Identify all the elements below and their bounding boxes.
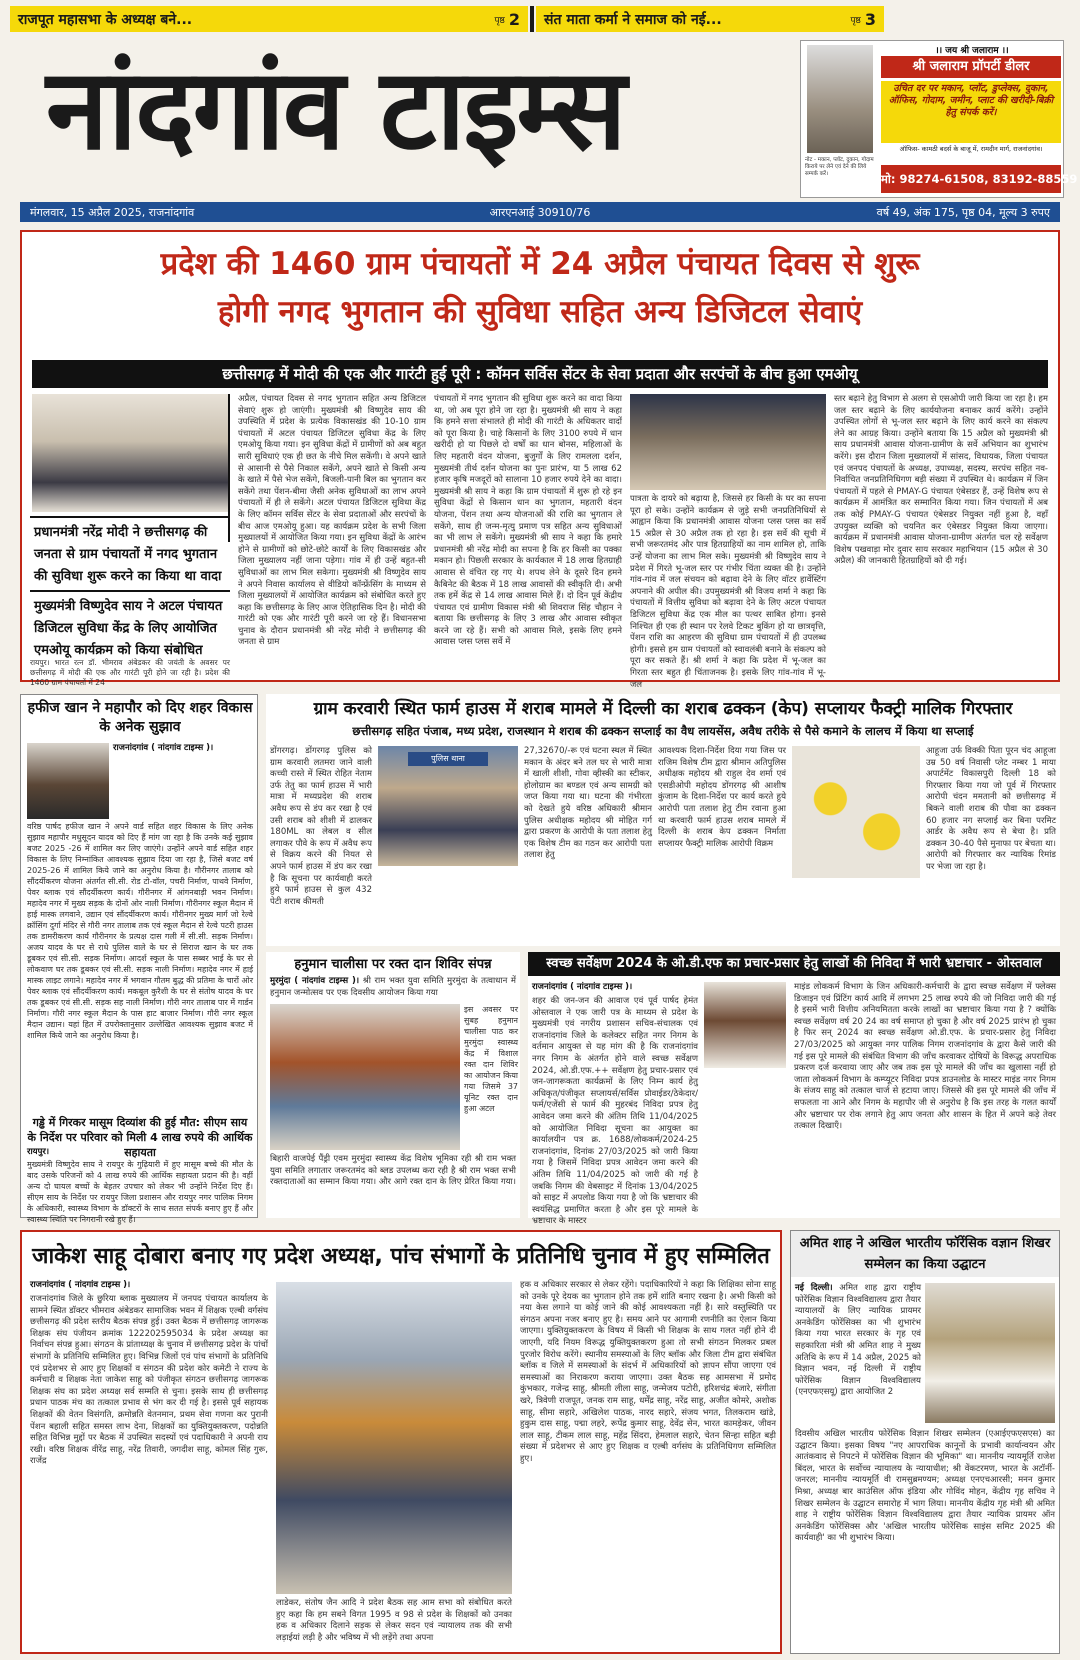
ad-services: उचित दर पर मकान, प्लॉट, डुप्लेक्स, दुकान, ऑफिस, गोदाम, जमीन, प्लाट की खरीदी-बिक्री हेतु संपर्क करें। [881, 81, 1061, 143]
story-headline: हफीज खान ने महापौर को दिए शहर विकास के अनेक सुझाव [27, 700, 253, 735]
swachh-column-1: शहर की जन-जन की आवाज एवं पूर्व पार्षद हेमंत ओस्तवाल ने एक जारी पत्र के माध्यम से प्रदेश के मुख्यमंत्री एवं नगरीय प्रशासन सचिव-संचालक एवं राजनांदगांव जिले के कलेक्टर सहित नगर निगम के वर्तमान आयुक्त से यह मांग की है कि राजनांदगांव नगर निगम के अंतर्गत होने वाले स्वच्छ सर्वेक्षण 2024, ओ.डी.एफ.++ सर्वेक्षण हेतु प्रचार-प्रसार एवं जन-जागरूकता कार्यक्रमों के लिए निम्न कार्य हेतु अधिकृत/पंजीकृत सप्लायर्स/सर्विस प्रोवाईडर/ठेकेदार/फर्म/एजेंसी से फार्म की मुहरबंद निविदा प्रपत्र हेतु आवेदन जमा करने की अंतिम तिथि 11/04/2025 को आयोजित निविदा सूचना का आयुक्त का कार्यालयीन पत्र क्र. 1688/लोककर्म/2024-25 राजनांदगांव, दिनांक 27/03/2025 को जारी किया गया है जिसमें निविदा प्रपत्र आवेदन जमा करने की अंतिम तिथि 11/04/2025 को जारी की गई है जबकि निगम की वेबसाइट में दिनांक 13/04/2025 को साइट में अपलोड किया गया है जो कि भ्रष्टाचार की स्वयंसिद्ध प्रमाणित करता है और इस पूरे मामले के भ्रष्टाचार के मास्टर [532, 996, 698, 1227]
lead-column-1: अप्रैल, पंचायत दिवस से नगद भुगतान सहित अन्य डिजिटल सेवाएं शुरू हो जाएंगी। मुख्यमंत्री श्री विष्णुदेव साय की उपस्थिति में प्रदेश के प्रत्येक विकासखंड की 10-10 ग्राम पंचायतों में अटल पंचायत डिजिटल सुविधा केंद्र के लिए एमओयू किया गया। इन सुविधा केंद्रों में ग्रामीणों को अब बहुत सारी सुविधाएं एक ही छत के नीचे मिल सकेंगी। वे अपने खाते से आसानी से पैसे निकाल सकेंगे, अपने खाते से किसी अन्य के खाते में पैसे भेज सकेंगे, बिजली-पानी बिल का भुगतान कर सकेंगे तथा पेंशन-बीमा जैसी अनेक सुविधाओं का लाभ अपने पंचायतों में ही ले सकेंगे। अटल पंचायत डिजिटल सुविधा केंद्र के लिए कॉमन सर्विस सेंटर के सेवा प्रदाताओं और सरपंचों के बीच आज एमओयू हुआ। यह कार्यक्रम प्रदेश के सभी जिला मुख्यालयों में आयोजित किया गया। इन सुविधा केंद्रों के आरंभ होने से ग्रामीणों को छोटे-छोटे कार्यों के लिए विकासखंड और जिला मुख्यालय नहीं जाना पड़ेगा। गांव में ही उन्हें बहुत-सी सुविधाओं का लाभ मिल सकेगा। मुख्यमंत्री श्री विष्णुदेव साय ने अपने निवास कार्यालय से वीडियो कॉन्फ्रेंसिंग के माध्यम से जिला मुख्यालयों में आयोजित कार्यक्रम को संबोधित करते हुए कहा कि छत्तीसगढ़ के लिए आज ऐतिहासिक दिन है। मोदी की गारंटी को एक और गारंटी पूरी करने जा रहे हैं। विधानसभा चुनाव के दौरान प्रधानमंत्री श्री नरेंद्र मोदी ने छत्तीसगढ़ की जनता से ग्राम [238, 394, 426, 648]
ad-phone[interactable]: मो: 98274-61508, 83192-88559 [881, 165, 1061, 193]
blood-body-3: बिहारी वाजपेई पैंड्री एवम मुरमुंदा स्वास्थ्य केंद्र विशेष भूमिका रही श्री राम भक्त युवा समिति लगातार जरूरतमंद को ब्लड उपलब्ध करा रही है श्री राम भक्त सभी रक्तदाताओं का सम्मान किया गया। और आगे रक्त दान के लिए प्रेरित किया गया। [270, 1154, 516, 1188]
story-dateline: नई दिल्ली। [795, 1283, 833, 1293]
liquor-cap-story [266, 694, 1060, 946]
ostwal-photo [704, 982, 786, 1068]
lead-column-4: स्तर बढ़ाने हेतु विभाग से अलग से एसओपी जारी किया जा रहा है। हम जल स्तर बढ़ाने के लिए कार्ययोजना बनाकर कार्य करेंगे। उन्होंने उपस्थित लोगों से भू-जल स्तर बढ़ाने के लिए कार्य करने का संकल्प लेने का आग्रह किया। उन्होंने बताया कि 15 अप्रैल को मुख्यमंत्री श्री साय प्रधानमंत्री आवास योजना-ग्रामीण के सर्वे अभियान का शुभारंभ करेंगे। इस दौरान जिला मुख्यालयों में सांसद, विधायक, जिला पंचायत एवं जनपद पंचायतों के अध्यक्ष, उपाध्यक्ष, सदस्य, सरपंच सहित नव-निर्वाचित जनप्रतिनिधिगण बड़ी संख्या में उपस्थित थे। कार्यक्रम में जिन पंचायतों में पहले से PMAY-G पंचायत एंबेसडर हैं, उन्हें विशेष रूप से कार्यक्रम में आमंत्रित कर सम्मानित किया गया। जिन पंचायतों में अब तक कोई PMAY-G पंचायत एंबेसडर नियुक्त नहीं हुआ है, वहाँ उपयुक्त व्यक्ति को चयनित कर एंबेसडर नियुक्त किया जाएगा। कार्यक्रम में प्रधानमंत्री आवास योजना-ग्रामीण अंतर्गत चल रहे सर्वेक्षण विशेष पखवाड़ा मोर दुवार साय सरकार महाभियान (15 अप्रैल से 30 अप्रैल) की जानकारी हितग्राहियों को दी गई। [834, 394, 1048, 567]
ad-tagline: ।। जय श्री जलाराम ।। [935, 46, 1009, 56]
lead-story [20, 230, 1060, 690]
story-headline: स्वच्छ सर्वेक्षण 2024 के ओ.डी.एफ का प्रचार-प्रसार हेतु लाखों की निविदा में भारी भ्रष्टाचार - ओस्तवाल [528, 952, 1060, 976]
rni-number: आरएनआई 30910/76 [489, 205, 591, 219]
story-headline: हनुमान चालीसा पर रक्त दान शिविर संपन्न [294, 957, 492, 972]
page-number: 3 [864, 9, 876, 29]
forensic-summit-story [790, 1230, 1060, 1654]
pull-quote-2: मुख्यमंत्री विष्णुदेव साय ने अटल पंचायत डिजिटल सुविधा केंद्र के लिए आयोजित एमओयू कार्यक्रम को किया संबोधित [30, 590, 230, 656]
teaser-text: राजपूत महासभा के अध्यक्ष बने... [18, 11, 193, 28]
shah-body-1: अमित शाह द्वारा राष्ट्रीय फोरेंसिक विज्ञान विश्वविद्यालय द्वारा तैयार न्यायालयों के लिए न्यायिक प्रायमर अनकेडिंग फोरेंसिक्स का भी शुभारंभ किया गया भारत सरकार के गृह एवं सहकारिता मंत्री श्री अमित शाह ने मुख्य अतिथि के रूप में 14 अप्रैल, 2025 को विज्ञान भवन, नई दिल्ली में राष्ट्रीय फोरेंसिक विज्ञान विश्वविद्यालय (एनएफएसयू) द्वारा आयोजित 2 [795, 1283, 922, 1398]
crime-column-3: आवश्यक दिशा-निर्देश दिया गया जिस पर राजिम विशेष टीम द्वारा श्रीमान अतिपुलिस अधीक्षक महोदय श्री राहुल देव शर्मा एवं एसडीओपी महोदय डोंगरगढ़ श्री आशीष कुंजाम के दिशा-निर्देश पर कार्य करते हुये आरोपी पता तलाश हेतु टीम रवाना हुआ था करवारी फार्म हाउस शराब मामले में दिल्ली के शराब केप ढक्कन निर्माता सप्लायर फैक्ट्री मालिक आरोपी विक्रम [658, 746, 786, 849]
issue-info: वर्ष 49, अंक 175, पृष्ठ 04, मूल्य 3 रुपए [876, 205, 1050, 219]
story-headline: ग्राम करवारी स्थित फार्म हाउस में शराब मामले में दिल्ली का शराब ढक्कन (केप) सप्लायर फैक्ट्री मालिक गिरफ्तार [313, 699, 1013, 719]
lead-headline-line-2: होगी नगद भुगतान की सुविधा सहित अन्य डिजिटल सेवाएं [217, 294, 863, 330]
issue-date: मंगलवार, 15 अप्रैल 2025, राजनांदगांव [30, 205, 195, 219]
story-dateline: राजनांदगांव ( नांदगांव टाइम्स )। [113, 743, 214, 753]
teacher-column-2: लाडेकर, संतोष जैन आदि ने प्रदेश बैठक सह आम सभा को संबोधित करते हुए कहा कि हम सबने विगत 1995 व 98 से प्रदेश के शिक्षकों को उनका हक व अधिकार दिलाने सड़क से लेकर सदन एवं न्यायालय तक की सभी लड़ाईयां लड़ी है और भविष्य में भी लड़ेंगे तथा अपना [276, 1598, 512, 1643]
lead-strap: छत्तीसगढ़ में मोदी की एक और गारंटी हुई पूरी : कॉमन सर्विस सेंटर के सेवा प्रदाता और सरपंचों के बीच हुआ एमओयू [32, 360, 1048, 388]
blood-body-1: श्री राम भक्त युवा समिति मुरमुंदा के तत्वाधान में हनुमान जन्मोत्सव पर एक दिवसीय आयोजन किया गया [270, 976, 517, 998]
story-subhead: छत्तीसगढ़ सहित पंजाब, मध्य प्रदेश, राजस्थान मे शराब की ढक्कन सप्लाई का वैध लायसेंस, अवैध तरीके से पैसे कमाने के लालच में किया था सप्लाई [352, 724, 974, 738]
masthead-title: नांदगांव टाइम्स [46, 44, 625, 175]
lead-column-3: पात्रता के दायरे को बढ़ाया है, जिससे हर किसी के घर का सपना पूरा हो सके। उन्होंने कार्यक्रम से जुड़े सभी जनप्रतिनिधियों से आह्वान किया कि प्रधानमंत्री आवास योजना प्लस प्लस का सर्वे 15 अप्रैल से 30 अप्रैल तक हो रहा है। इस सर्वे की सूची में सभी जरूरतमंद और पात्र हितग्राहियों का नाम शामिल हो, ताकि उन्हें योजना का लाभ मिल सके। मुख्यमंत्री श्री विष्णुदेव साय ने प्रदेश में गिरते भू-जल स्तर पर गंभीर चिंता व्यक्त की है। उन्होंने गांव-गांव में जल संचयन को बढ़ावा देने के लिए वॉटर हार्वेस्टिंग अपनाने की अपील की। उपमुख्यमंत्री श्री विजय शर्मा ने कहा कि पंचायतों में वित्तीय सुविधा को बढ़ावा देने के लिए अटल पंचायत डिजिटल सुविधा केंद्र एक मील का पत्थर साबित होगा। इनसे निश्चित ही एक ही स्थान पर रेलवे टिकट बुकिंग हो या छात्रवृत्ति, पेंशन राशि का आहरण की सुविधा ग्राम पंचायतों में ही उपलब्ध होगी। इससे हम ग्राम पंचायतों को स्वावलंबी बनाने के संकल्प को पूरा कर सकते हैं। श्री शर्मा ने कहा कि प्रदेश में भू-जल का गिरता स्तर बहुत ही चिंताजनक है। इसके लिए गांव-गांव में भू-जल [630, 494, 826, 690]
crime-column-1: डोंगरगढ़। डोंगरगढ़ पुलिस को ग्राम करवारी लतमरा जाने वाली कच्ची रास्ते में स्थित रोहित नेताम उर्फ तेतु का फार्म हाउस में भारी मात्रा में मध्यप्रदेश की शराब अवैध रूप से डंप कर रखा है एवं उसी शराब को शीशी में ढालकर 180ML का लेबल व सील लगाकर पौवे के रूप में अवैध रूप से विक्रय करने की नियत से अपने फार्म हाउस में डंप कर रखा है कि सूचना पर कार्यवाही करते हुये फार्म हाउस से कुल 432 पेटी शराब कीमती [270, 746, 372, 907]
story-2-headline: गड्ढे में गिरकर मासूम दिव्यांश की हुई मौत: सीएम साय के निर्देश पर परिवार को मिली 4 लाख रुपये की आर्थिक सहायता [27, 1116, 253, 1159]
ad-address: ऑफिस- कामठी बदर्स के बाजू में, रामदीन मार्ग, राजनांदगांव। [899, 145, 1043, 153]
swachh-column-2: माइंड लोककर्म विभाग के जिन अधिकारी-कर्मचारी के द्वारा स्वच्छ सर्वेक्षण में फ्लेक्स डिजाइन एवं प्रिंटिंग कार्य आदि में लगभग 25 लाख रुपये की जो निविदा जारी की गई है इसमें भारी वित्तीय अनियमितता करके लाखों का भ्रष्टाचार किया गया है ? क्योंकि स्वच्छ सर्वेक्षण वर्ष 20 24 का वर्ष समाप्त हो चुका है और वर्ष 2025 प्रारंभ हो चुका है फिर सन् 2024 का स्वच्छ सर्वेक्षण ओ.डी.एफ. के प्रचार-प्रसार हेतु निविदा 27/03/2025 को आयुक्त नगर पालिक निगम राजनांदगांव के द्वारा कैसे जारी की गई इस पूरे मामले की संबंधित विभाग की जाँच करवाकर दोषियों के विरूद्ध अपराधिक प्रकरण दर्ज करवाया जाए और जब तक इस पूरे मामले की जाँच का खुलासा नहीं हो जाता लोककर्म विभाग के कम्प्यूटर निविदा प्रपत्र डाउनलोड के मास्टर माइंड नगर निगम के संजय साहू को तत्काल चार्ज से हटाया जाए। जिससे की इस पूरे मामले की जाँच में सफलता ना आने और निगम के महापौर जी से अनुरोध है कि इस तरह के गलत कार्यों और भ्रष्टाचार पर रोक लगाने हेतु आप जनता और शासन के हित में अपने कड़े तेवर तत्काल दिखाएँ। [794, 982, 1056, 1132]
top-teaser-1[interactable] [10, 6, 528, 32]
video-conference-photo [630, 394, 826, 490]
chief-minister-photo [32, 394, 228, 512]
blood-donation-story [266, 952, 520, 1218]
story-2-dateline: रायपुर। [27, 1147, 50, 1157]
police-station-photo [378, 746, 518, 866]
lead-headline-line-1: प्रदेश की 1460 ग्राम पंचायतों में 24 अप्रैल पंचायत दिवस से शुरू [160, 246, 920, 282]
dateline-bar [20, 202, 1060, 222]
page-number: 2 [508, 9, 520, 29]
hafeez-khan-photo [27, 743, 109, 819]
blood-body-2: इस अवसर पर सुबह हनुमान चालीसा पाठ कर मुरमुंदा स्वास्थ्य केंद्र में विशाल रक्त दान शिविर का आयोजन किया गया जिसमे 37 यूनिट रक्त दान हुआ अटल [464, 1005, 518, 1113]
ad-portrait-image [807, 45, 873, 153]
amit-shah-photo [925, 1283, 1055, 1423]
shah-intro [795, 1283, 921, 1427]
teaser-text: संत माता कर्मा ने समाज को नई... [544, 11, 722, 28]
property-dealer-ad [800, 40, 1078, 198]
teacher-column-3: हक व अधिकार सरकार से लेकर रहेंगे। पदाधिकारियों ने कहा कि शिक्षिका सोना साहू को उनके पूरे देयक का भुगतान होने तक हमें शांति बनाए रखना है। अभी किसी को नया केस लगाने या कोई जाने की कोई आवश्यकता नहीं है। सारे वस्तुस्थिति पर संगठन अपना नजर बनाए हुए है। समय आने पर आगामी रणनीति का ऐलान किया जाएगा। युक्तियुक्तकरण के विषय में किसी भी शिक्षक के साथ गलत नहीं होने दी जाएगी, यदि नियम विरूद्ध युक्तियुक्तकरण हुआ तो सभी संगठन मिलकर प्रबल पुरजोर विरोध करेंगे। स्थानीय समस्याओं के लिए ब्लॉक और जिला टीम द्वारा संबंधित ब्लॉक व जिले में समस्याओं के संदर्भ में अधिकारियों को ज्ञापन सौंपा जाएगा एवं समस्याओं का निराकरण कराया जाएगा। उक्त बैठक सह आमसभा में प्रमोद कुंभकार, गजेन्द्र साहू, श्रीमती लीला साहू, जन्मेजय पटोरी, हरिशचंद्र बंजारे, संगीता खरे, त्रिवेणी राजपूत, जनक राम साहू, धर्मेंद्र साहू, नरेंद्र साहू, अजीत कोमरे, अशोक साहू, सीमा सहारे, अखिलेश पाठक, नारद सहारे, संजय भगत, तिलकराम खांडे, हुकुम दास साहू, पद्मा लहरे, रूपेंद्र कुमार साहू, देवेंद्र सेन, भारत कामड़ेकर, जीवन लाल साहू, टीकम लाल साहू, महेंद्र सिंदरा, हेमलाल सहारे, चेतन सिन्हा सहित बड़ी संख्या में प्रदेशभर से आए हुए शिक्षक व एल्बी वर्गसंघ के प्रतिनिधिगण सम्मिलित हुए। [520, 1280, 776, 1464]
crime-column-4: आहूजा उर्फ विक्की पिता पूरन चंद आहूजा उम्र 50 वर्ष निवासी प्लेट नम्बर 1 माया अपार्टमेंट विकासपुरी दिल्ली 18 को गिरफ्तार किया गया जो पूर्व में गिरफ्तार आरोपी चंदन ममतानी को छत्तीसगढ़ में बिकने वाली शराब की पौवा का ढक्कन 60 हजार नग सप्लाई कर बिना परमिट आर्डर के अवैध रूप से बेचा है। प्रति ढक्कन 30-40 पैसे मुनाफा पर बेचता था। आरोपी को गिरफ्तार कर न्यायिक रिमांड पर भेजा जा रहा है। [926, 746, 1056, 872]
top-teaser-2[interactable] [536, 6, 884, 32]
swachh-survey-story [528, 952, 1060, 1227]
teachers-union-story [20, 1230, 782, 1654]
story-dateline: राजनांदगांव ( नांदगांव टाइम्स )। [30, 1280, 131, 1290]
caps-photo [792, 746, 920, 878]
lead-dateline: रायपुर। भारत रत्न डॉ. भीमराव अंबेडकर की जयंती के अवसर पर छत्तीसगढ़ में मोदी की एक और गारंटी पूरी होने जा रही है। प्रदेश की 1460 ग्राम पंचायतों में 24 [30, 658, 230, 687]
teachers-group-photo [276, 1282, 512, 1594]
story-2-body: मुख्यमंत्री विष्णुदेव साय ने रायपुर के गुढ़ियारी में हुए मासूम बच्चे की मौत के बाद उसके परिजनों को 4 लाख रुपये की आर्थिक सहायता प्रदान की है। वहीं अन्य दो घायल बच्चों के बेहतर उपचार को लेकर भी उन्होंने निर्देश दिए हैं। सीएम साय के निर्देश पर रायपुर जिला प्रशासन और रायपुर नगर पालिक निगम के अधिकारी, स्वास्थ्य विभाग के डॉक्टरों के साथ सतत संपर्क बनाए हुए हैं और स्वास्थ्य स्थिति पर निगरानी रखे हुए हैं। [27, 1160, 253, 1224]
pull-quote-1: प्रधानमंत्री नरेंद्र मोदी ने छत्तीसगढ़ की जनता से ग्राम पंचायतों में नगद भुगतान की सुविधा शुरू करने का किया था वादा [30, 516, 230, 588]
divider [530, 6, 534, 32]
story-dateline: मुरमुंदा ( नांदगांव टाइम्स )। [270, 976, 360, 986]
page-label: पृष्ठ [494, 15, 505, 26]
page-label: पृष्ठ [850, 15, 861, 26]
teacher-column-1: राजनांदगांव जिले के छुरिया ब्लाक मुख्यालय में जनपद पंचायत कार्यालय के सामने स्थित डॉक्टर भीमराव अंबेडकर सामाजिक भवन में शिक्षक एल्बी वर्गसंघ छत्तीसगढ़ की प्रदेश स्तरीय बैठक संपन्न हुई। उक्त बैठक में छत्तीसगढ़ जागरूक शिक्षक संघ पंजीयन क्रमांक 122202595034 के प्रदेश अध्यक्ष का निर्वाचन संपन्न हुआ। संगठन के प्रांताध्यक्ष के चुनाव में छत्तीसगढ़ प्रदेश के पांचों संभागों के प्रतिनिधि सम्मिलित हुए। विभिन्न जिलों एवं पांच संभागों के प्रतिनिधि एवं प्रदेशभर से आए हुए शिक्षकों व संगठन की प्रदेश कोर कमेटी ने राज्य के कर्मचारी व शिक्षक नेता जाकेश साहू को पंजीकृत संगठन छत्तीसगढ़ जागरूक शिक्षक संघ का प्रदेश अध्यक्ष सर्व सम्मति से चुना। इसके साथ ही छत्तीसगढ़ प्रधान पाठक मंच का तत्काल प्रभाव से भंग कर दी गई है। इससे पूर्व सहायक शिक्षकों की वेतन विसंगति, क्रमोन्नति वेतनमान, प्रथम सेवा गणना कर पुरानी पेंशन बहाली सहित समस्त लाभ देना, शिक्षकों का युक्तियुक्तकरण, पदोन्नति सहित विभिन्न मुद्दों पर बैठक में उपस्थित सदस्यों एवं पदाधिकारी ने अपनी राय रखी। वरिष्ठ शिक्षक वीरेंद्र साहू, नरेंद्र तिवारी, जगदीश साहू, कोमल सिंह गुरू, राजेंद्र [30, 1294, 268, 1467]
story-dateline: राजनांदगांव ( नांदगांव टाइम्स )। [532, 982, 633, 992]
ad-photo-caption: नोट - मकान, प्लॉट, दुकान, गोदाम किराये पर लेने एवं देने की लिये सम्पर्क करें। [805, 157, 874, 177]
police-station-sign: पुलिस थाना [408, 752, 488, 766]
blood-intro [270, 976, 516, 1000]
story-body: वरिष्ठ पार्षद हफीज खान ने अपने वार्ड सहित शहर विकास के लिए अनेक सुझाव महापौर मधुसूदन यादव को दिए हैं मांग जा रहा है कि उनके कई सुझाव बजट 2025 -26 में शामिल कर लिए जाएंगे। उन्होंने अपने वार्ड सहित शहर विकास के लिए निम्नांकित आवश्यक सुझाव दिया जा रहा है, जिसे बजट वर्ष 2025-26 में शामिल किये जाने का अनुरोध किया है। गौरीनगर तालाब को सौंदर्यीकरण योजना अंतर्गत सी.सी. रोड टो-वॉल, पचरी निर्माण, पाथवे निर्माण, पेवर ब्लाक एवं सौंदर्यीकरण कार्य। गौरीनगर में आंगनबाड़ी भवन निर्माण। महादेव नगर में मुख्य सड़क के दोनों ओर नाली निर्माण। गौरीनगर स्कूल मैदान में हाई मास्क लगवाने, उद्यान एवं सौंदर्यीकरण कार्य। गौरीनगर मुख्य मार्ग जो रेल्वे क्रॉसिंग दुर्गा मंदिर से गौरी नगर तालाब तक एवं स्कूल मैदान से रेल्वे पटरी हाउस तक डामरीकरण कार्य गौरीनगर के प्रत्यक्ष दास गली में सी.सी. सड़क निर्माण। अजय यादव के घर से राधे पुलिस वाले के घर से सिराज खान के घर तक डूबकर एवं सी.सी. सड़क निर्माण। आदर्श स्कूल के पास सब्बर भाई के घर से लोकवाण घर तक डूबकर एवं सी.सी. सड़क नाली निर्माण। महादेव नगर में हाई मास्क लाइट लगाने। महादेव नगर में भगवान गौतम बुद्ध की प्रतिमा के चारों ओर पेवर ब्लाक एवं सौंदर्यीकरण कार्य। मकबूल कुरैशी के घर से संतोष यादव के घर तक डूबकर एवं सी.सी. सड़क सह नाली निर्माण। गौरी नगर तालाब पार में गार्डन निर्माण। गौरी नगर स्कूल मैदान के पास हाट बाजार निर्माण। गौरी नगर स्कूल मैदान उद्यान। यहां हित में उपरोक्तानुसार उल्लेखित आवश्यक सुझाव बजट में शामिल किये जाने का अनुरोध किया है। [27, 822, 253, 1040]
lead-column-2: पंचायतों में नगद भुगतान की सुविधा शुरू करने का वादा किया था, जो अब पूरा होने जा रहा है। मुख्यमंत्री श्री साय ने कहा कि हमने सत्ता संभालते ही मोदी की गारंटी के अधिकतर वादों को पूरा किया है। चाहे किसानों के लिए 3100 रुपये में धान खरीदी हो या पिछले दो वर्षों का धान बोनस, महिलाओं के लिए महतारी वंदन योजना, बुजुर्गों के लिए रामलला दर्शन, मुख्यमंत्री तीर्थ दर्शन योजना का पुनः प्रारंभ, या 5 लाख 62 हजार कृषि मजदूरों को सालाना 10 हजार रुपये देने का वादा। मुख्यमंत्री श्री साय ने कहा कि ग्राम पंचायतों में शुरू हो रहे इन सुविधा केंद्रों से किसान धान का भुगतान, महतारी वंदन योजना, पेंशन तथा अन्य योजनाओं की राशि का भुगतान ले सकेंगे, साथ ही जन्म-मृत्यु प्रमाण पत्र सहित अन्य सुविधाओं का भी लाभ ले सकेंगे। मुख्यमंत्री श्री साय ने कहा कि हमारे प्रधानमंत्री श्री नरेंद्र मोदी का सपना है कि हर किसी का पक्का मकान हो। पिछली सरकार के कार्यकाल में 18 लाख हितग्राही आवास से वंचित रह गए थे। शपथ लेने के दूसरे दिन हमने कैबिनेट की बैठक में 18 लाख आवासों की स्वीकृति दी। अभी तक हमें केंद्र से 14 लाख आवास मिले हैं। दो दिन पूर्व केंद्रीय पंचायत एवं ग्रामीण विकास मंत्री श्री शिवराज सिंह चौहान ने बताया कि छत्तीसगढ़ के लिए 3 लाख और आवास स्वीकृत करने जा रहे हैं। सभी को आवास मिले, इसके लिए हमने आवास प्लस प्लस सर्वे में [434, 394, 622, 648]
story-headline: अमित शाह ने अखिल भारतीय फॉरेंसिक वज्ञान शिखर सम्मेलन का किया उद्घाटन [791, 1231, 1059, 1277]
story-headline: जाकेश साहू दोबारा बनाए गए प्रदेश अध्यक्ष, पांच संभागों के प्रतिनिधि चुनाव में हुए सम्मिलित [32, 1244, 770, 1269]
ad-business-name: श्री जलाराम प्रॉपर्टी डीलर [881, 56, 1061, 78]
hafeez-khan-story [20, 694, 258, 1224]
blood-camp-photo [270, 1004, 460, 1150]
crime-column-2: 27,32670/-रू एवं घटना स्थल में स्थित मकान के अंदर बने तल घर से भारी मात्रा में खाली शीशी, गोवा व्हीस्की का स्टीकर, होलोग्राम का बण्डल एवं अन्य सामग्री को जप्त किया गया था। घटना की गंभीरता को देखते हुये वरिष्ठ अधिकारी श्रीमान पुलिस अधीक्षक महोदय श्री मोहित गर्ग द्वारा प्रकरण के आरोपी के पता तलाश हेतु एक विशेष टीम का गठन कर आरोपी पता तलाश हेतु [524, 746, 652, 861]
shah-body-2: दिवसीय अखिल भारतीय फोरेंसिक विज्ञान शिखर सम्मेलन (एआईएफएसएस) का उद्घाटन किया। इसका विषय "नए आपराधिक कानूनों के प्रभावी कार्यान्वयन और आतंकवाद से निपटने में फोरेंसिक विज्ञान की भूमिका" था। माननीय न्यायमूर्ति राजेश बिंदल, भारत के सर्वोच्च न्यायालय के न्यायाधीश; श्री वेंकटरमण, भारत के अटॉर्नी-जनरल; माननीय न्यायमूर्ति वी रामसुब्रमण्यम; अध्यक्ष एनएचआरसी; मनन कुमार मिश्रा, अध्यक्ष बार काउंसिल ऑफ इंडिया और गोविंद मोहन, केंद्रीय गृह सचिव ने शिखर सम्मेलन के उद्घाटन समारोह में भाग लिया। माननीय केंद्रीय गृह मंत्री श्री अमित शाह ने राष्ट्रीय फोरेंसिक विज्ञान विश्वविद्यालय द्वारा तैयार न्यायिक प्रायमर ऑन अनकेडिंग फोरेंसिक्स और 'अखिल भारतीय फोरेंसिक साइंस समिट 2025 की कार्यवाही' का भी शुभारंभ किया। [795, 1429, 1055, 1544]
